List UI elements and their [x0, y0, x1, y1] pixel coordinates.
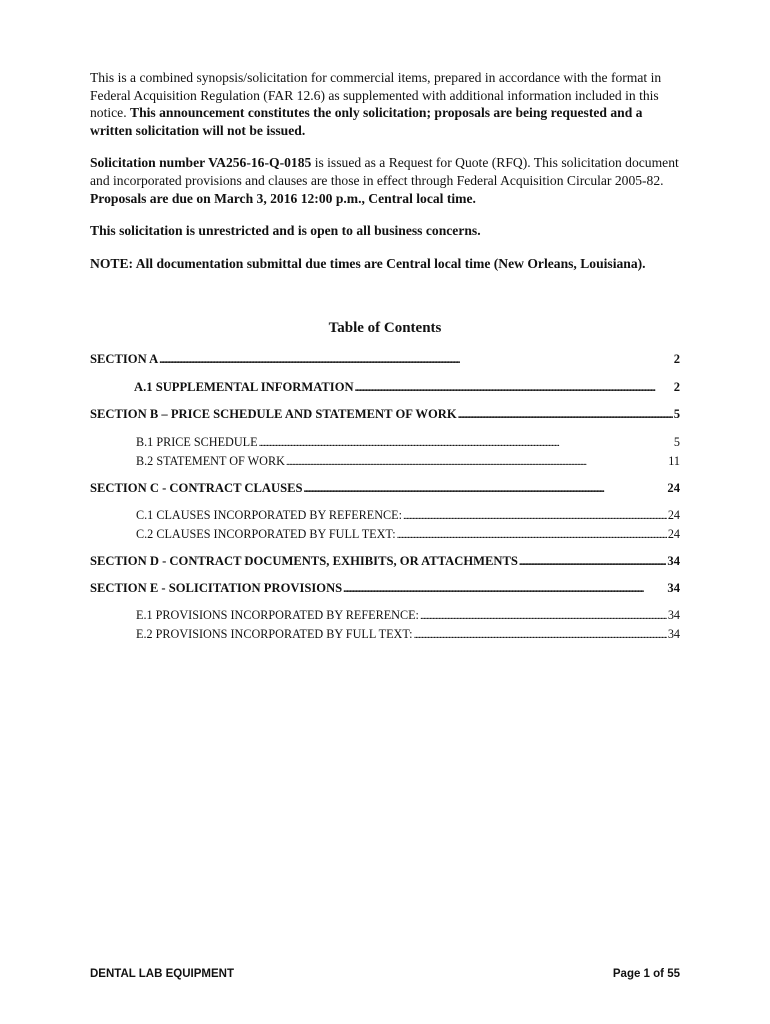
toc-label: SECTION D - CONTRACT DOCUMENTS, EXHIBITS, OR ATTACHMENTS: [90, 554, 518, 568]
toc-label: C.1 CLAUSES INCORPORATED BY REFERENCE:: [136, 508, 403, 522]
footer-document-title: DENTAL LAB EQUIPMENT: [90, 968, 234, 980]
toc-entry-section-c[interactable]: [90, 481, 680, 496]
toc-label: A.1 SUPPLEMENTAL INFORMATION: [134, 380, 354, 394]
toc-title: Table of Contents: [328, 320, 442, 336]
toc-page: 24: [667, 508, 680, 522]
toc-label: SECTION C - CONTRACT CLAUSES: [90, 481, 303, 495]
toc-entry-c1[interactable]: [136, 508, 680, 523]
toc-entry-section-e[interactable]: [90, 581, 680, 596]
toc-page: 34: [667, 554, 680, 568]
toc-page: 2: [673, 352, 680, 366]
toc-entry-a1[interactable]: [134, 380, 680, 395]
toc-entry-c2[interactable]: [136, 527, 680, 542]
intro-p1-text: This is a combined synopsis/solicitation for commercial items, prepared in accordance with the format in Federal Acquisition Regulation (FAR 12.6) as supplemented with additional information included in this notice.: [90, 70, 662, 121]
toc-page: 2: [673, 380, 680, 394]
time-zone-note: NOTE: All documentation submittal due times are Central local time (New Orleans, Louisiana).: [90, 255, 646, 271]
toc-label: E.1 PROVISIONS INCORPORATED BY REFERENCE:: [136, 608, 419, 622]
intro-p1-bold: This announcement constitutes the only solicitation; proposals are being requested and a written solicitation will not be issued.: [90, 105, 643, 138]
toc-page: 11: [668, 454, 680, 468]
toc-page: 5: [673, 435, 680, 449]
toc-label: E.2 PROVISIONS INCORPORATED BY FULL TEXT:: [136, 627, 413, 641]
toc-label: B.2 STATEMENT OF WORK: [136, 454, 285, 468]
toc-page: 34: [667, 627, 680, 641]
toc-entry-section-b[interactable]: [90, 407, 680, 422]
toc-label: B.1 PRICE SCHEDULE: [136, 435, 258, 449]
toc-page: 34: [667, 581, 680, 595]
toc-page: 34: [667, 608, 680, 622]
toc-label: SECTION B – PRICE SCHEDULE AND STATEMENT OF WORK: [90, 407, 457, 421]
solicitation-number: Solicitation number VA256-16-Q-0185: [90, 155, 312, 171]
toc-label: SECTION E - SOLICITATION PROVISIONS: [90, 581, 343, 595]
toc-page: 24: [667, 481, 680, 495]
toc-entry-section-a[interactable]: [90, 352, 680, 367]
toc-page: 5: [673, 407, 680, 421]
toc-entry-section-d[interactable]: [90, 554, 680, 569]
intro-paragraph-4: [90, 255, 680, 273]
proposal-due-date: Proposals are due on March 3, 2016 12:00 p.m., Central local time.: [90, 190, 476, 206]
intro-paragraph-1: [90, 69, 680, 139]
toc-page: 24: [667, 527, 680, 541]
intro-p2-text: is issued as a Request for Quote (RFQ). This solicitation document and incorporated provisions and clauses are those in effect through Federal Acquisition Circular 2005-82.: [90, 155, 679, 188]
page-footer: [90, 968, 680, 980]
toc-entry-e2[interactable]: [136, 627, 680, 642]
intro-paragraph-3: [90, 222, 680, 240]
intro-text: [90, 69, 680, 287]
unrestricted-notice: This solicitation is unrestricted and is open to all business concerns.: [90, 223, 481, 239]
toc-label: C.2 CLAUSES INCORPORATED BY FULL TEXT:: [136, 527, 396, 541]
toc-entry-b1[interactable]: [136, 435, 680, 450]
toc-label: SECTION A: [90, 352, 159, 366]
intro-paragraph-2: [90, 154, 680, 207]
toc-entry-b2[interactable]: [136, 454, 680, 469]
toc-entry-e1[interactable]: [136, 608, 680, 623]
footer-page-number: Page 1 of 55: [612, 968, 680, 980]
